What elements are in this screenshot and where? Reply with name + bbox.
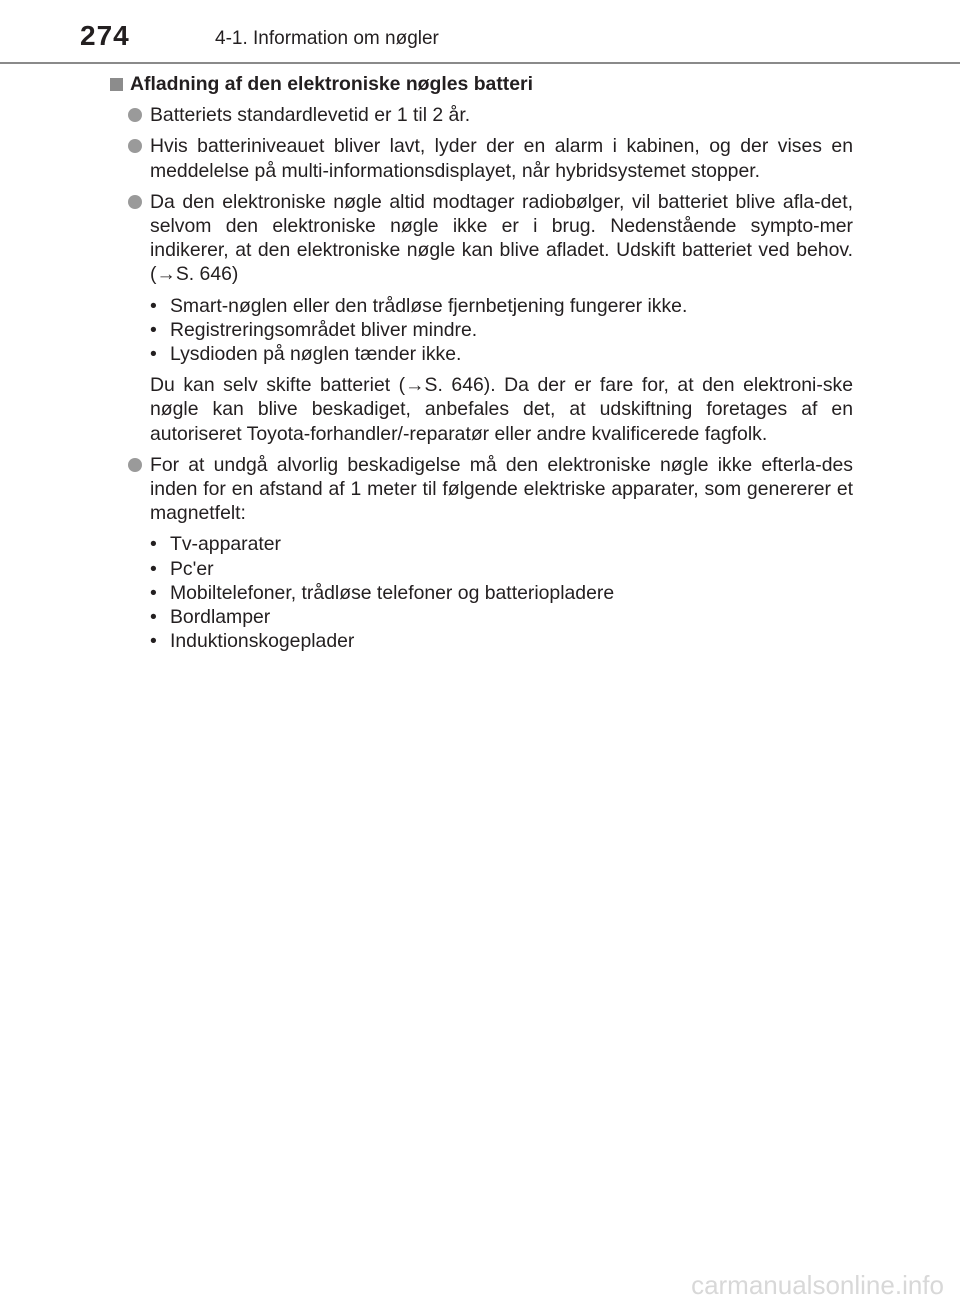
page-number: 274 (80, 20, 130, 51)
list-item: • Tv-apparater (150, 533, 282, 556)
section-title: 4-1. Information om nøgler (215, 28, 439, 49)
list-item (108, 190, 853, 287)
item-text: Batteriets standardlevetid er 1 til 2 år. (150, 104, 471, 127)
item-text: Hvis batteriniveauet bliver lavt, lyder der en alarm i kabinen, og der vises en meddelelse på multi-informationsdisplayet, når hybridsystemet stopper. (150, 135, 853, 182)
header-rule (0, 62, 960, 64)
item-text: For at undgå alvorlig beskadigelse må den elektroniske nøgle ikke efterla-des inden for en afstand af 1 meter til følgende elektriske apparater, som genererer et magnetfelt: (150, 453, 853, 525)
list-item (108, 103, 853, 127)
symptom-list (108, 294, 853, 367)
circle-bullet-icon (128, 139, 142, 153)
circle-bullet-icon (128, 458, 142, 472)
symptom-text: Registreringsområdet bliver mindre. (170, 318, 478, 341)
watermark: carmanualsonline.info (691, 1270, 944, 1300)
replace-note: Du kan selv skifte batteriet (→S. 646). Da der er fare for, at den elektroni-ske nøgle kan blive beskadiget, anbefales det, at udskiftning foretages af en autoriseret Toyota-forhandler/-reparatør eller andre kvalificerede fagfolk. (150, 374, 853, 445)
page-header (0, 0, 960, 64)
device-text: Bordlamper (170, 606, 271, 629)
device-list (108, 532, 853, 653)
page-content (108, 72, 853, 660)
list-item (108, 134, 853, 182)
subsection-heading (108, 72, 853, 96)
square-bullet-icon (110, 78, 123, 91)
device-text: Induktionskogeplader (170, 630, 355, 653)
list-item: • Registreringsområdet bliver mindre. (150, 318, 478, 341)
list-item: • Smart-nøglen eller den trådløse fjernbetjening fungerer ikke. (150, 294, 688, 317)
list-item: • Bordlamper (150, 606, 271, 629)
item-text: Da den elektroniske nøgle altid modtager radiobølger, vil batteriet blive afla-det, selvom den elektroniske nøgle ikke er i brug. Nedenstående sympto-mer indikerer, at den elektroniske nøgle kan blive afladet. Udskift batteriet ved behov. (→S. 646) (150, 190, 853, 286)
symptom-text: Smart-nøglen eller den trådløse fjernbetjening fungerer ikke. (170, 294, 688, 317)
list-item: • Induktionskogeplader (150, 630, 355, 653)
device-text: Tv-apparater (170, 533, 282, 556)
device-text: Mobiltelefoner, trådløse telefoner og batteriopladere (170, 581, 615, 604)
circle-bullet-icon (128, 108, 142, 122)
circle-bullet-icon (128, 195, 142, 209)
list-item (108, 453, 853, 526)
list-item: • Lysdioden på nøglen tænder ikke. (150, 343, 462, 366)
list-item: • Pc'er (150, 557, 214, 580)
symptom-text: Lysdioden på nøglen tænder ikke. (170, 343, 462, 366)
list-item: • Mobiltelefoner, trådløse telefoner og batteriopladere (150, 581, 615, 604)
device-text: Pc'er (170, 557, 214, 580)
heading-text: Afladning af den elektroniske nøgles batteri (130, 73, 533, 95)
